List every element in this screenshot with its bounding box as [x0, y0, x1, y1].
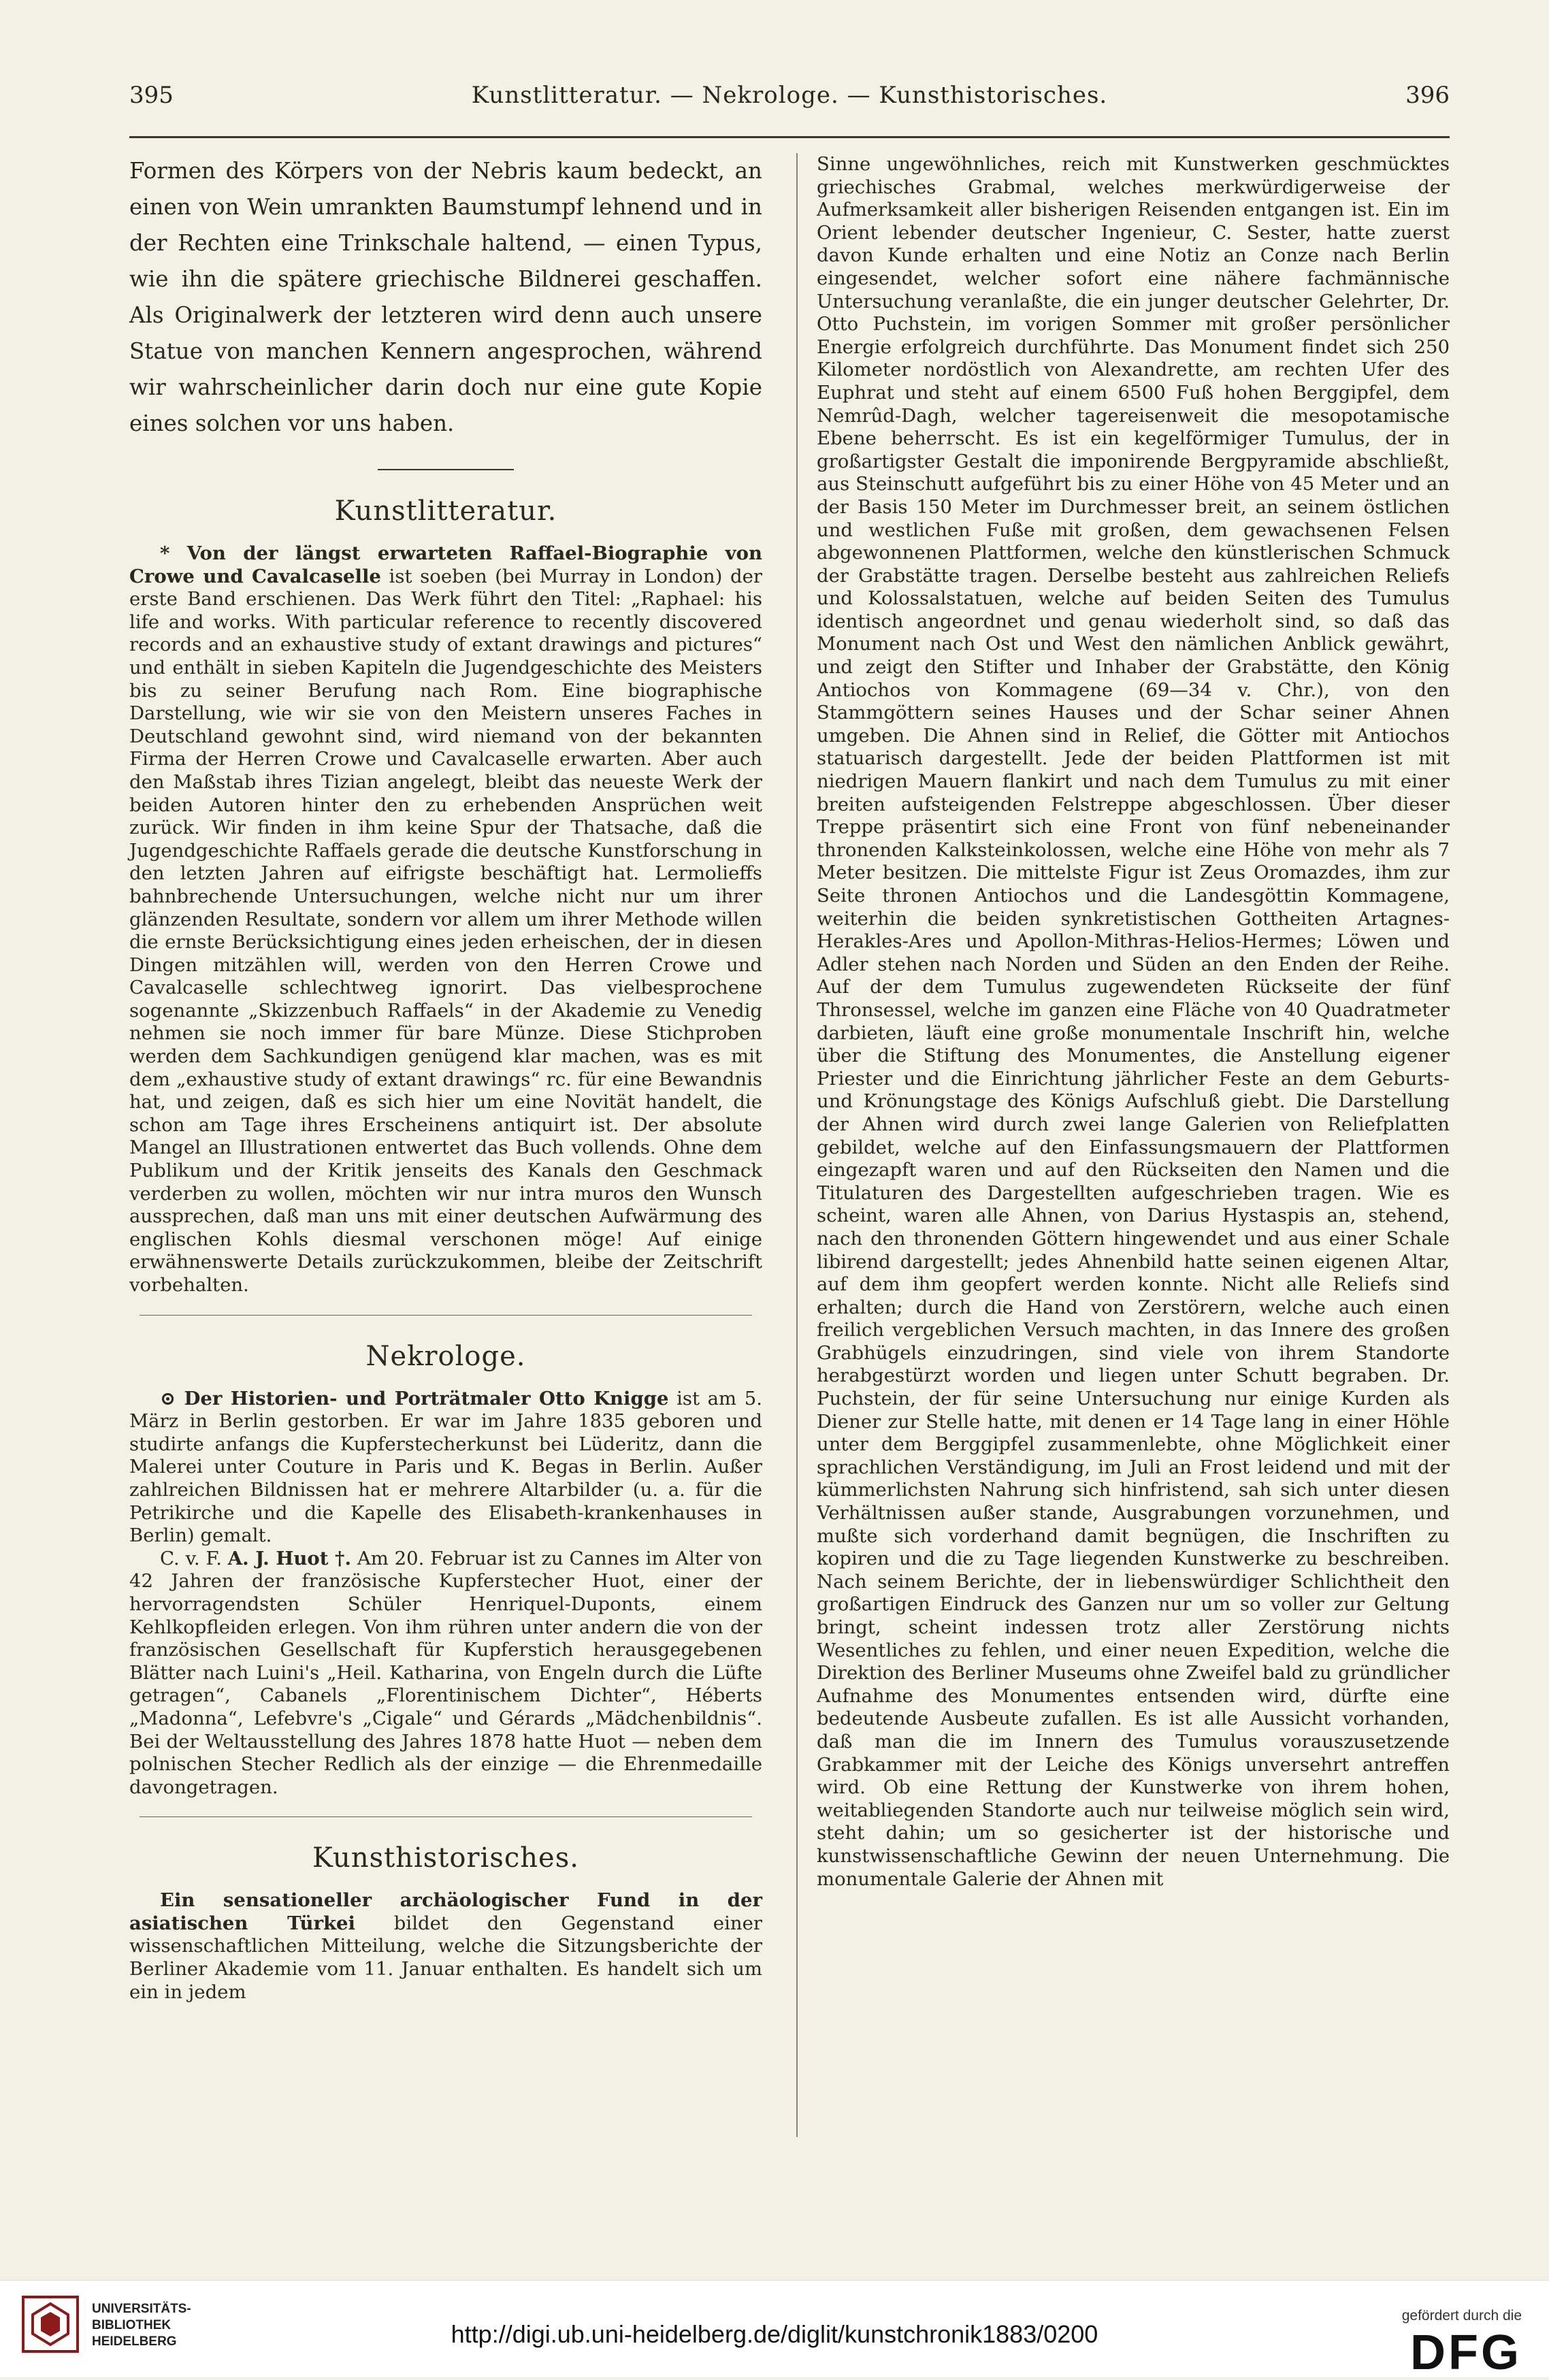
- library-name: UNIVERSITÄTS- BIBLIOTHEK HEIDELBERG: [92, 2302, 191, 2349]
- running-header: [129, 82, 1450, 123]
- running-title: Kunstlitteratur. — Nekrologe. — Kunsthistorisches.: [471, 82, 1108, 109]
- digitization-footer: [0, 2280, 1549, 2380]
- article-continuation: Sinne ungewöhnliches, reich mit Kunstwerken geschmücktes griechisches Grabmal, welches merkwürdigerweise der Aufmerksamkeit aller bisherigen Reisenden entgangen ist. Ein im Orient lebender deutscher Ingenieur, C. Sester, hatte zuerst davon Kunde erhalten und eine Notiz an Conze nach Berlin eingesendet, welcher sofort eine nähere fachmännische Untersuchung veranlaßte, die ein junger deutscher Gelehrter, Dr. Otto Puchstein, im vorigen Sommer mit großer persönlicher Energie erfolgreich durchführte. Das Monument findet sich 250 Kilometer nordöstlich von Alexandrette, am rechten Ufer des Euphrat und steht auf einem 6500 Fuß hohen Berggipfel, dem Nemrûd-Dagh, welcher tagereisenweit die mesopotamische Ebene beherrscht. Es ist ein kegelförmiger Tumulus, der in großartigster Gestalt die imponirende Bergpyramide abschließt, aus Steinschutt aufgeführt bis zu einer Höhe von 45 Meter und an der Basis 150 Meter im Durchmesser breit, an seinem östlichen und westlichen Fuße mit großen, dem gewachsenen Felsen abgewonnenen Plattformen, welche den künstlerischen Schmuck der Grabstätte tragen. Derselbe besteht aus zahlreichen Reliefs und Kolossalstatuen, welche auf beiden Seiten des Tumulus identisch angeordnet und genau wiederholt sind, so daß das Monument nach Ost und West den nämlichen Anblick gewährt, und zeigt den Stifter und Inhaber der Grabstätte, den König Antiochos von Kommagene (69—34 v. Chr.), von den Stammgöttern seines Hauses und der Schar seiner Ahnen umgeben. Die Ahnen sind in Relief, die Götter mit Antiochos statuarisch dargestellt. Jede der beiden Plattformen ist mit niedrigen Mauern flankirt und nach dem Tumulus zu mit einer breiten aufsteigenden Felstreppe abgeschlossen. Über dieser Treppe präsentirt sich eine Front von fünf nebeneinander thronenden Kalksteinkolossen, welche eine Höhe von mehr als 7 Meter besitzen. Die mittelste Figur ist Zeus Oromazdes, ihm zur Seite thronen Antiochos und die Landesgöttin Kommagene, weiterhin die beiden synkretistischen Gottheiten Artagnes-Herakles-Ares und Apollon-Mithras-Helios-Hermes; Löwen und Adler stehen nach Norden und Süden an den Enden der Reihe. Auf der dem Tumulus zugewendeten Rückseite der fünf Thronsessel, welche im ganzen eine Fläche von 40 Quadratmeter darbieten, läuft eine große monumentale Inschrift hin, welche über die Stiftung des Monumentes, die Anstellung eigener Priester und die Einrichtung jährlicher Feste an dem Geburts- und Krönungstage des Königs Aufschluß giebt. Die Darstellung der Ahnen wird durch zwei lange Galerien von Reliefplatten gebildet, welche auf den Einfassungsmauern der Plattformen eingezapft waren und auf den Rückseiten den Namen und die Titulaturen des Dargestellten aufgeschrieben tragen. Wie es scheint, waren alle Ahnen, von Darius Hystaspis an, stehend, nach den thronenden Göttern hingewendet und aus einer Schale libirend dargestellt; jedes Ahnenbild hatte seinen eigenen Altar, auf dem ihm geopfert werden konnte. Nicht alle Reliefs sind erhalten; durch die Hand von Zerstörern, welche auch einen freilich vergeblichen Versuch machten, in das Innere des großen Grabhügels einzudringen, sind viele von ihrem Standorte herabgestürzt worden und liegen unter Schutt begraben. Dr. Puchstein, der für seine Untersuchung nur einige Kurden als Diener zur Stelle hatte, mit denen er 14 Tage lang in einer Höhle unter dem Berggipfel zusammenlebte, ohne Möglichkeit einer sprachlichen Verständigung, im Juli an Frost leidend und mit der kümmerlichsten Nahrung sich hinfristend, sah sich unter diesen Verhältnissen außer stande, Ausgrabungen vorzunehmen, und mußte sich vorderhand damit begnügen, die Inschriften zu kopiren und die zu Tage liegenden Kunstwerke zu beschreiben. Nach seinem Berichte, der in liebenswürdiger Schlichtheit den großartigen Eindruck des Ganzen nur um so voller zur Geltung bringt, scheint indessen trotz aller Zerstörung nichts Wesentliches zu fehlen, und einer neuen Expedition, welche die Direktion des Berliner Museums ohne Zweifel bald zu gründlicher Aufnahme des Monumentes entsenden wird, dürfte eine bedeutende Ausbeute zufallen. Es ist alle Aussicht vorhanden, daß man die im Innern des Tumulus vorauszusetzende Grabkammer mit der Leiche des Königs unversehrt antreffen wird. Ob eine Rettung der Kunstwerke von ihrem hohen, weitabliegenden Standorte auch nur teilweise möglich sein wird, steht dahin; um so gesicherter ist der historische und kunstwissenschaftliche Gewinn der neuen Unternehmung. Die monumentale Galerie der Ahnen mit: [817, 153, 1450, 1890]
- funder-caption: gefördert durch die: [1401, 2308, 1522, 2324]
- article-lead: Ein sensationeller archäologischer Fund in der asiatischen Türkei: [129, 1889, 762, 1934]
- right-column: [817, 153, 1450, 1891]
- article-body: ist soeben (bei Murray in London) der erste Band erschienen. Das Werk führt den Titel: „Raphael: his life and works. With particular reference to recently discovered records and an exhaustive study of extant drawings and pictures“ und enthält in sieben Kapiteln die Jugendgeschichte des Meisters bis zu seiner Berufung nach Rom. Eine biographische Darstellung, wie wir sie von den Meistern unseres Faches in Deutschland gewohnt sind, wird niemand von der bekannten Firma der Herren Crowe und Cavalcaselle erwarten. Aber auch den Maßstab ihres Tizian angelegt, bleibt das neueste Werk der beiden Autoren hinter den zu erhebenden Ansprüchen weit zurück. Wir finden in ihm keine Spur der Thatsache, daß die Jugendgeschichte Raffaels gerade die deutsche Kunstforschung in den letzten Jahren auf eifrigste beschäftigt hat. Lermolieffs bahnbrechende Untersuchungen, welche nicht nur um ihrer glänzenden Resultate, sondern vor allem um ihrer Methode willen die ernste Berücksichtigung eines jeden erheischen, der in diesen Dingen mitzählen will, werden von den Herren Crowe und Cavalcaselle schlechtweg ignorirt. Das vielbesprochene sogenannte „Skizzenbuch Raffaels“ in der Akademie zu Venedig nehmen sie noch immer für bare Münze. Diese Stichproben werden dem Sachkundigen genügend klar machen, was es mit dem „exhaustive study of extant drawings“ rc. für eine Bewandnis hat, und zeigen, daß es sich hier um eine Novität handelt, die schon am Tage ihres Erscheinens antiquirt ist. Der absolute Mangel an Illustrationen entwertet das Buch vollends. Ohne dem Publikum und der Kritik jenseits des Kanals den Geschmack verderben zu wollen, möchten wir nur intra muros den Wunsch aussprechen, daß man uns mit einer deutschen Aufwärmung des englischen Kohls diesmal verschonen möge! Auf einige erwähnenswerte Details zurückzukommen, bleibe der Zeitschrift vorbehalten.: [129, 565, 762, 1296]
- obituary-body: ist am 5. März in Berlin gestorben. Er war im Jahre 1835 geboren und studirte anfangs die Kupferstecherkunst bei Lüderitz, dann die Malerei unter Couture in Paris und K. Begas in Berlin. Außer zahlreichen Bildnissen hat er mehrere Altarbilder (u. a. für die Petrikirche und die Kapelle des Elisabeth-krankenhauses in Berlin) gemalt.: [129, 1387, 762, 1547]
- obituary-body: Am 20. Februar ist zu Cannes im Alter von 42 Jahren der französische Kupferstecher Huot, einer der hervorragendsten Schüler Henriquel-Duponts, einem Kehlkopfleiden erlegen. Von ihm rühren unter andern die von der französischen Gesellschaft für Kupferstich herausgegebenen Blätter nach Luini's „Heil. Katharina, von Engeln durch die Lüfte getragen“, Cabanels „Florentinischem Dichter“, Héberts „Madonna“, Lefebvre's „Cigale“ und Gérards „Mädchenbildnis“. Bei der Weltausstellung des Jahres 1878 hatte Huot — neben dem polnischen Stecher Redlich als der einzige — die Ehrenmedaille davongetragen.: [129, 1547, 762, 1798]
- section-title-kunstlitteratur: Kunstlitteratur.: [334, 495, 557, 527]
- obituary-huot: [129, 1548, 762, 1799]
- author-signature: C. v. F.: [160, 1547, 228, 1569]
- source-url-link[interactable]: http://digi.ub.uni-heidelberg.de/diglit/kunstchronik1883/0200: [451, 2320, 1098, 2348]
- obituary-lead: ⊙ Der Historien- und Porträtmaler Otto Knigge: [160, 1387, 669, 1409]
- obituary-lead: A. J. Huot †.: [227, 1547, 352, 1569]
- section-rule: [140, 1816, 752, 1817]
- article-archaeological-find: [129, 1889, 762, 2004]
- obituary-knigge: [129, 1388, 762, 1548]
- section-title-kunsthistorisches: Kunsthistorisches.: [312, 1842, 579, 1874]
- section-rule: [140, 1315, 752, 1316]
- left-column: [129, 153, 762, 2004]
- page-number-right: 396: [1405, 82, 1450, 109]
- article-lead: * Von der längst erwarteten Raffael-Biographie von Crowe und Cavalcaselle: [129, 542, 762, 587]
- column-divider: [796, 153, 798, 2137]
- article-body: bildet den Gegenstand einer wissenschaftlichen Mitteilung, welche die Sitzungsberichte der Berliner Akademie vom 11. Januar enthalten. Es handelt sich um ein in jedem: [129, 1912, 763, 2003]
- article-raffael-biographie: [129, 542, 762, 1297]
- header-rule: [129, 136, 1450, 138]
- page-number-left: 395: [129, 82, 174, 109]
- intro-paragraph: Formen des Körpers von der Nebris kaum bedeckt, an einen von Wein umrankten Baumstumpf lehnend und in der Rechten eine Trinkschale haltend, — einen Typus, wie ihn die spätere griechische Bildnerei geschaffen. Als Originalwerk der letzteren wird denn auch unsere Statue von manchen Kennern angesprochen, während wir wahrscheinlicher darin doch nur eine gute Kopie eines solchen vor uns haben.: [129, 158, 762, 436]
- section-title-nekrologe: Nekrologe.: [365, 1340, 526, 1372]
- section-rule: [378, 469, 514, 470]
- dfg-logo: DFG: [1410, 2326, 1522, 2380]
